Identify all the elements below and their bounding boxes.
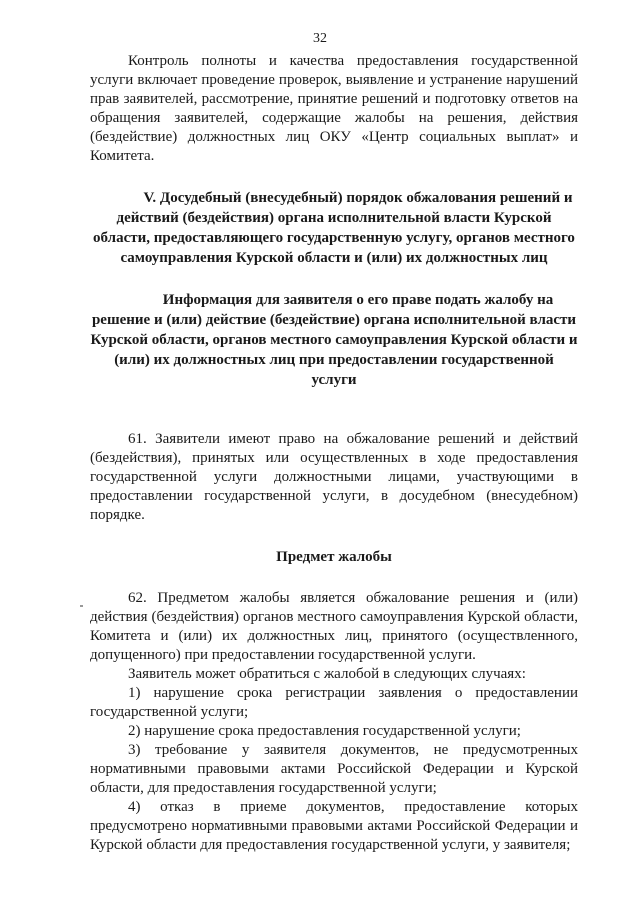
subject-heading: Предмет жалобы <box>276 549 392 565</box>
case-item-3: 3) требование у заявителя документов, не предусмотренных нормативными правовыми актами Российской Федерации и Курской области, для предоставления государственной услуги; <box>90 742 578 796</box>
case-item-1: 1) нарушение срока регистрации заявления о предоставлении государственной услуги; <box>90 685 578 720</box>
case-item-2: 2) нарушение срока предоставления государственной услуги; <box>128 723 521 739</box>
paragraph-62: 62. Предметом жалобы является обжалование решения и (или) действия (бездействия) органов местного самоуправления Курской области, Комитета и (или) их должностных лиц, принятого (осуществленного, допущенного) при предоставлении государственной услуги. <box>90 590 578 663</box>
paragraph-cases-intro: Заявитель может обратиться с жалобой в следующих случаях: <box>128 666 526 682</box>
scan-artifact <box>80 605 83 607</box>
section-heading: V. Досудебный (внесудебный) порядок обжалования решений и действий (бездействия) органа исполнительной власти Курской области, предоставляющего государственную услугу, органов местного самоуправления Курской области и (или) их должностных лиц <box>93 190 575 266</box>
page-number: 32 <box>313 31 327 46</box>
case-item-4: 4) отказ в приеме документов, предоставление которых предусмотрено нормативными правовыми актами Российской Федерации и Курской области для предоставления государственной услуги, у заявителя; <box>90 799 578 853</box>
info-heading: Информация для заявителя о его праве подать жалобу на решение и (или) действие (бездействие) органа исполнительной власти Курской области, органов местного самоуправления Курской области и (или) их должностных лиц при предоставлении государственной услуги <box>90 292 578 388</box>
paragraph-61: 61. Заявители имеют право на обжалование решений и действий (бездействия), принятых или осуществленных в ходе предоставления государственной услуги должностными лицами, участвующими в предоставлении государственной услуги, в досудебном (внесудебном) порядке. <box>90 431 578 523</box>
paragraph-control: Контроль полноты и качества предоставления государственной услуги включает проведение проверок, выявление и устранение нарушений прав заявителей, рассмотрение, принятие решений и подготовку ответов на обращения заявителей, содержащие жалобы на решения, действия (бездействие) должностных лиц ОКУ «Центр социальных выплат» и Комитета. <box>90 53 578 164</box>
document-body <box>90 52 578 855</box>
